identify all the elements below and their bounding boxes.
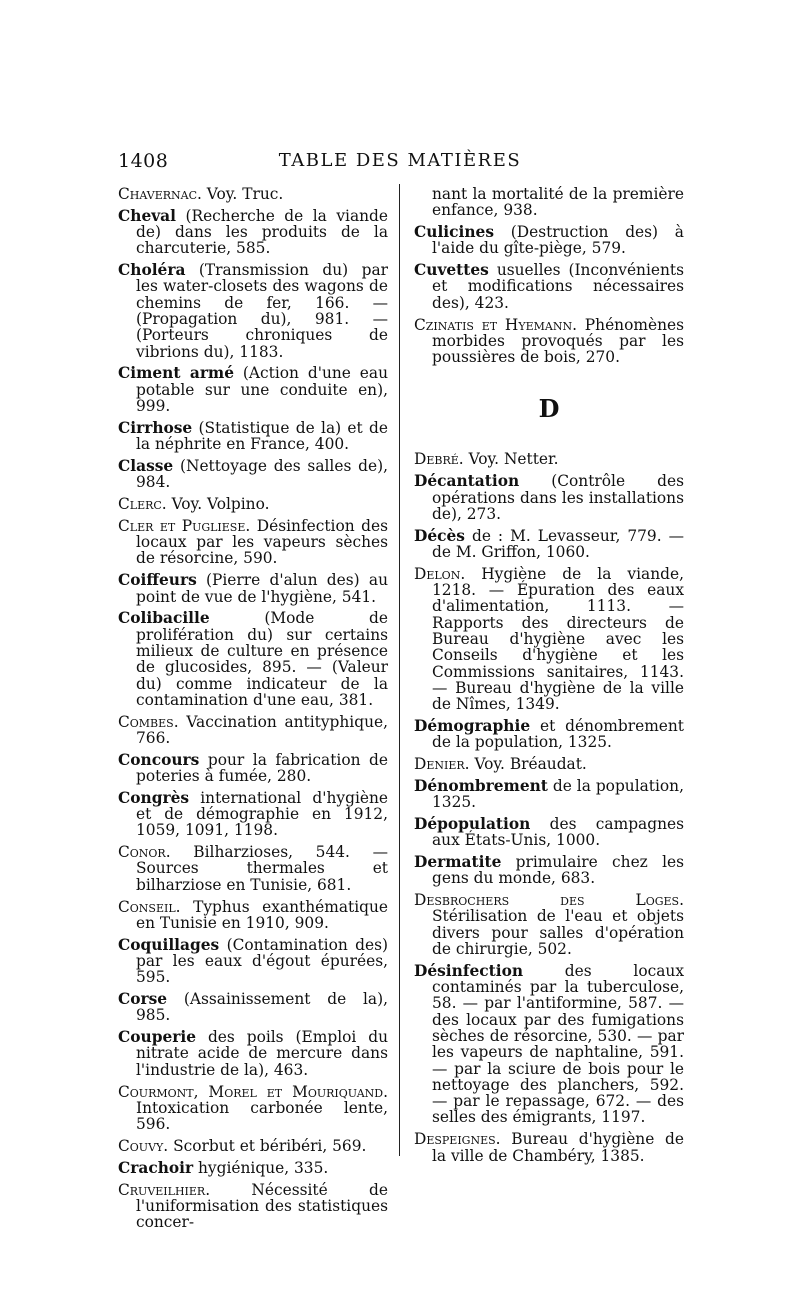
index-entry (414, 224, 684, 257)
entry-text: de : M. Levasseur, 779. — de M. Griffon, 1060. (432, 526, 684, 561)
index-entry (118, 991, 388, 1024)
entry-text: des locaux contaminés par la tuberculose, 58. — par l'antiformine, 587. — des locaux par des fumigations sèches de résorcine, 530. — par les vapeurs de naphtaline, 591. — par la sciure de bois pour le nettoyage des planchers, 592. — par le repassage, 672. — des selles des émigrants, 1197. (432, 961, 684, 1127)
entry-text: Bureau d'hygiène de la ville de Chambéry, 1385. (432, 1130, 684, 1165)
entry-text: (Pierre d'alun des) au point de vue de l'hygiène, 541. (136, 571, 388, 606)
entry-text: (Contamination des) par les eaux d'égout épurées, 595. (136, 935, 388, 987)
index-entry (118, 208, 388, 257)
index-entry (414, 451, 684, 467)
entry-text: Voy. Bréaudat. (469, 755, 587, 774)
index-entry (118, 365, 388, 414)
entry-text: Voy. Netter. (463, 450, 559, 469)
entry-heading: Crachoir (118, 1158, 194, 1177)
entry-heading: Combes. (118, 712, 179, 731)
index-entry (118, 610, 388, 708)
entry-text: Scorbut et béribéri, 569. (168, 1136, 367, 1155)
entry-heading: Courmont, Morel et Mouriquand. (118, 1082, 388, 1101)
column-divider (399, 184, 400, 1156)
entry-text: Hygiène de la viande, 1218. — Épuration des eaux d'alimentation, 1113. — Rapports des directeurs de Bureau d'hygiène avec les Conseils d'hygiène et les Commissions sanitaires, 1143. — Bureau d'hygiène de la ville de Nîmes, 1349. (432, 564, 684, 714)
entry-text: Voy. Truc. (201, 185, 284, 203)
index-entry (118, 1029, 388, 1078)
entry-text: (Action d'une eau potable sur une conduite en), 999. (136, 364, 388, 416)
index-entry (118, 1182, 388, 1231)
index-entry (414, 528, 684, 561)
entry-text: (Nettoyage des salles de), 984. (136, 456, 388, 492)
index-entry (118, 420, 388, 453)
entry-text: international d'hygiène et de démographie en 1912, 1059, 1091, 1198. (136, 788, 388, 840)
index-entry (414, 566, 684, 713)
index-entry (414, 816, 684, 849)
index-entry (118, 1160, 388, 1176)
entry-text: Voy. Volpino. (166, 495, 270, 514)
running-title: TABLE DES MATIÈRES (278, 150, 522, 171)
index-entry (414, 778, 684, 811)
entry-heading: Dermatite (414, 853, 502, 871)
entry-heading: Czinatis et Hyemann. (414, 315, 577, 334)
index-entry (414, 317, 684, 366)
section-letter: D (538, 394, 560, 424)
entry-heading: Debré. (414, 450, 464, 469)
entry-text: (Recherche de la viande de) dans les produits de la charcuterie, 585. (136, 206, 388, 258)
entry-heading: Corse (118, 990, 168, 1009)
index-entry (414, 262, 684, 311)
entry-heading: Desbrochers des Loges. (414, 891, 684, 910)
entry-heading: Congrès (118, 788, 190, 807)
page-header (118, 150, 682, 174)
index-entry (118, 262, 388, 360)
entry-heading: Cirrhose (118, 418, 193, 437)
entry-text: Nécessité de l'uniformisation des statistiques concer- (136, 1180, 388, 1232)
right-column-bottom (414, 451, 684, 1163)
entry-heading: Décès (414, 526, 465, 545)
entry-heading: Cruveilhier. (118, 1180, 211, 1199)
right-column (414, 186, 684, 1169)
index-entry (118, 1084, 388, 1133)
entry-heading: Denier. (414, 755, 470, 774)
index-entry (414, 892, 684, 957)
entry-heading: Conseil. (118, 897, 181, 916)
index-entry (118, 937, 388, 986)
entry-heading: Cheval (118, 206, 176, 225)
entry-text: Intoxication carbonée lente, 596. (136, 1098, 388, 1134)
entry-heading: Dépopulation (414, 814, 531, 833)
entry-heading: Classe (118, 456, 174, 475)
entry-text: (Assainissement de la), 985. (136, 990, 388, 1025)
index-entry (414, 854, 684, 887)
entry-text: et dénombrement de la population, 1325. (432, 716, 684, 752)
entry-heading: Concours (118, 750, 200, 769)
index-entry (414, 718, 684, 751)
entry-text: Stérilisation de l'eau et objets divers pour salles d'opération de chirurgie, 502. (432, 907, 684, 958)
entry-heading: Démographie (414, 716, 531, 735)
entry-heading: Décantation (414, 472, 520, 491)
index-entry (118, 1138, 388, 1154)
entry-text: pour la fabrication de poteries à fumée, 280. (136, 750, 388, 785)
entry-text: des poils (Emploi du nitrate acide de mercure dans l'industrie de la), 463. (136, 1028, 388, 1079)
entry-heading: Dénombrement (414, 776, 548, 795)
index-entry (118, 752, 388, 785)
index-entry (118, 496, 388, 512)
index-entry (414, 963, 684, 1126)
index-entry (118, 714, 388, 747)
entry-heading: Despeignes. (414, 1130, 501, 1149)
entry-text: (Destruction des) à l'aide du gîte-piège, 579. (432, 223, 684, 258)
entry-text: Désinfection des locaux par les vapeurs sèches de résorcine, 590. (136, 516, 388, 568)
entry-text: nant la mortalité de la première enfance, 938. (432, 185, 684, 220)
index-entry (414, 1131, 684, 1164)
entry-text: usuelles (Inconvénients et modifications nécessaires des), 423. (432, 261, 684, 312)
entry-text: primulaire chez les gens du monde, 683. (432, 853, 684, 888)
entry-text: (Mode de prolifération du) sur certains milieux de culture en présence de glucosides, 895. — (Valeur du) comme indicateur de la contamination d'une eau, 381. (136, 609, 388, 709)
entry-heading: Choléra (118, 261, 186, 280)
entry-heading: Cler et Pugliese. (118, 516, 251, 535)
entry-heading: Culicines (414, 223, 494, 242)
entry-text: des campagnes aux États-Unis, 1000. (432, 814, 684, 850)
right-column-top (414, 186, 684, 365)
index-entry (118, 186, 388, 202)
index-entry (118, 899, 388, 932)
entry-text: Typhus exanthématique en Tunisie en 1910, 909. (136, 897, 388, 932)
index-entry (118, 518, 388, 567)
entry-text: (Statistique de la) et de la néphrite en France, 400. (136, 418, 388, 454)
entry-heading: Couvy. (118, 1136, 169, 1155)
entry-heading: Coiffeurs (118, 571, 197, 590)
entry-text: Vaccination antityphique, 766. (136, 712, 388, 747)
entry-text: (Contrôle des opérations dans les installations de), 273. (432, 472, 684, 523)
entry-heading: Désinfection (414, 961, 524, 980)
entry-heading: Colibacille (118, 609, 210, 628)
entry-heading: Ciment armé (118, 364, 235, 383)
page-number: 1408 (118, 150, 169, 172)
entry-text: hygiénique, 335. (193, 1158, 329, 1177)
index-entry (414, 473, 684, 522)
entry-heading: Coquillages (118, 935, 220, 954)
index-entry (414, 186, 684, 219)
entry-heading: Clerc. (118, 495, 167, 514)
entry-heading: Cuvettes (414, 261, 489, 280)
index-entry (118, 844, 388, 893)
entry-heading: Conor. (118, 843, 171, 862)
entry-text: (Transmission du) par les water-closets des wagons de chemins de fer, 166. — (Propagation du), 981. — (Porteurs chroniques de vibrions du), 1183. (136, 261, 388, 361)
index-entry (118, 790, 388, 839)
index-entry (414, 756, 684, 772)
entry-heading: Couperie (118, 1028, 197, 1047)
entry-text: Phénomènes morbides provoqués par les poussières de bois, 270. (432, 315, 684, 367)
index-entry (118, 572, 388, 605)
entry-heading: Chavernac. (118, 185, 202, 203)
left-column (118, 186, 388, 1236)
entry-heading: Delon. (414, 564, 466, 583)
entry-text: Bilharzioses, 544. — Sources thermales et bilharziose en Tunisie, 681. (136, 843, 388, 894)
entry-text: de la population, 1325. (432, 776, 684, 812)
index-entry (118, 458, 388, 491)
